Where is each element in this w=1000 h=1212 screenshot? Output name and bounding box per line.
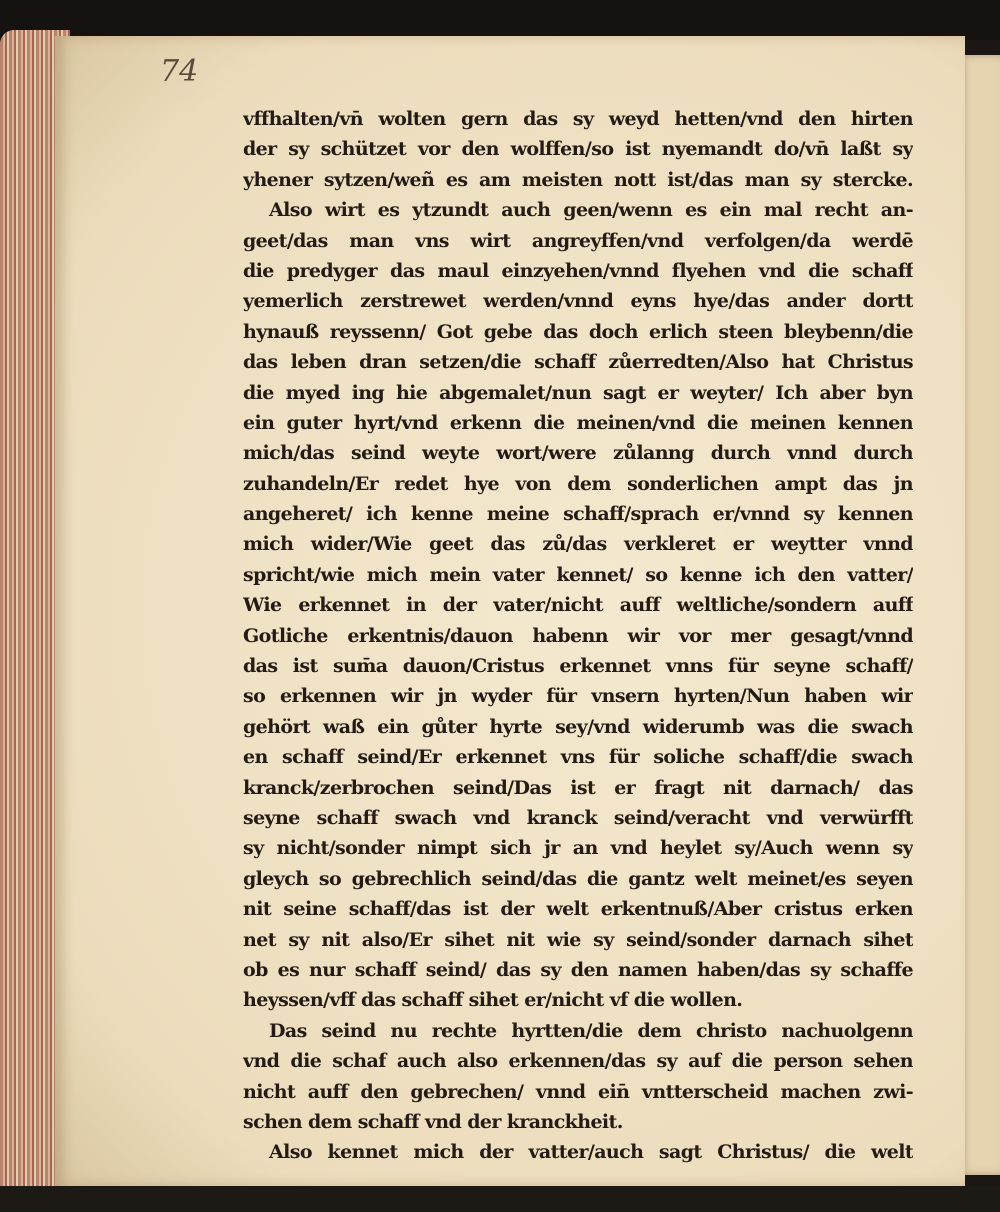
text-line: nit seine schaff/das ist der welt erkentnuß/Aber cristus erken <box>243 898 913 921</box>
text-line: so erkennen wir jn wyder für vnsern hyrten/Nun haben wir <box>243 685 913 708</box>
text-line: zuhandeln/Er redet hye von dem sonderlichen ampt das jn <box>243 472 913 495</box>
text-line: net sy nit also/Er sihet nit wie sy seind/sonder darnach sihet <box>243 928 913 951</box>
text-line: das ist sum̄a dauon/Cristus erkennet vnns für seyne schaff/ <box>243 655 913 678</box>
scan-background-top <box>0 0 1000 40</box>
text-line: ein guter hyrt/vnd erkenn die meinen/vnd die meinen kennen <box>243 411 913 434</box>
text-line: Das seind nu rechte hyrtten/die dem christo nachuolgenn <box>269 1019 913 1042</box>
text-line: schen dem schaff vnd der kranckheit. <box>243 1110 623 1133</box>
page-body-text <box>243 104 913 1168</box>
text-line: sy nicht/sonder nimpt sich jr an vnd heylet sy/Auch wenn sy <box>243 837 913 860</box>
text-line: hynauß reyssenn/ Got gebe das doch erlich steen bleybenn/die <box>243 320 913 343</box>
text-line: nicht auff den gebrechen/ vnnd ein̄ vntterscheid machen zwi- <box>243 1080 913 1103</box>
text-line: en schaff seind/Er erkennet vns für soliche schaff/die swach <box>243 746 913 769</box>
text-line: die myed ing hie abgemalet/nun sagt er weyter/ Ich aber byn <box>243 381 913 404</box>
text-line: spricht/wie mich mein vater kennet/ so kenne ich den vatter/ <box>243 563 913 586</box>
text-line: Wie erkennet in der vater/nicht auff weltliche/sondern auff <box>243 594 913 617</box>
text-line: Also wirt es ytzundt auch geen/wenn es ein mal recht an- <box>269 199 913 222</box>
text-line: die predyger das maul einzyehen/vnnd flyehen vnd die schaff <box>243 259 913 282</box>
text-line: ob es nur schaff seind/ das sy den namen haben/das sy schaffe <box>243 958 913 981</box>
text-line: mich wider/Wie geet das zů/das verkleret er weytter vnnd <box>243 533 913 556</box>
text-line: mich/das seind weyte wort/were zůlanng durch vnnd durch <box>243 442 913 465</box>
text-line: Also kennet mich der vatter/auch sagt Christus/ die welt <box>269 1141 913 1164</box>
text-line: yemerlich zerstrewet werden/vnnd eyns hye/das ander dortt <box>243 290 913 313</box>
text-line: gleych so gebrechlich seind/das die gantz welt meinet/es seyen <box>243 867 913 890</box>
text-line: gehört waß ein gůter hyrte sey/vnd widerumb was die swach <box>243 715 913 738</box>
text-line: heyssen/vff das schaff sihet er/nicht vf die wollen. <box>243 989 743 1012</box>
text-line: seyne schaff swach vnd kranck seind/veracht vnd verwürfft <box>243 806 913 829</box>
text-line: der sy schützet vor den wolffen/so ist nyemandt do/vn̄ laßt sy <box>243 138 913 161</box>
scan-background-bottom <box>0 1186 1000 1212</box>
text-line: vnd die schaf auch also erkennen/das sy auf die person sehen <box>243 1050 913 1073</box>
text-line: kranck/zerbrochen seind/Das ist er fragt nit darnach/ das <box>243 776 913 799</box>
handwritten-folio-number: 74 <box>160 54 199 89</box>
text-line: vffhalten/vn̄ wolten gern das sy weyd hetten/vnd den hirten <box>243 108 913 130</box>
text-line: geet/das man vns wirt angreyffen/vnd verfolgen/da werdē <box>243 229 913 252</box>
text-line: yhener sytzen/weñ es am meisten nott ist/das man sy stercke. <box>243 168 913 191</box>
text-line: Gotliche erkentnis/dauon habenn wir vor mer gesagt/vnnd <box>243 624 913 647</box>
text-line: das leben dran setzen/die schaff zůerredten/Also hat Christus <box>243 351 913 374</box>
text-line: angeheret/ ich kenne meine schaff/sprach er/vnnd sy kennen <box>243 503 913 526</box>
